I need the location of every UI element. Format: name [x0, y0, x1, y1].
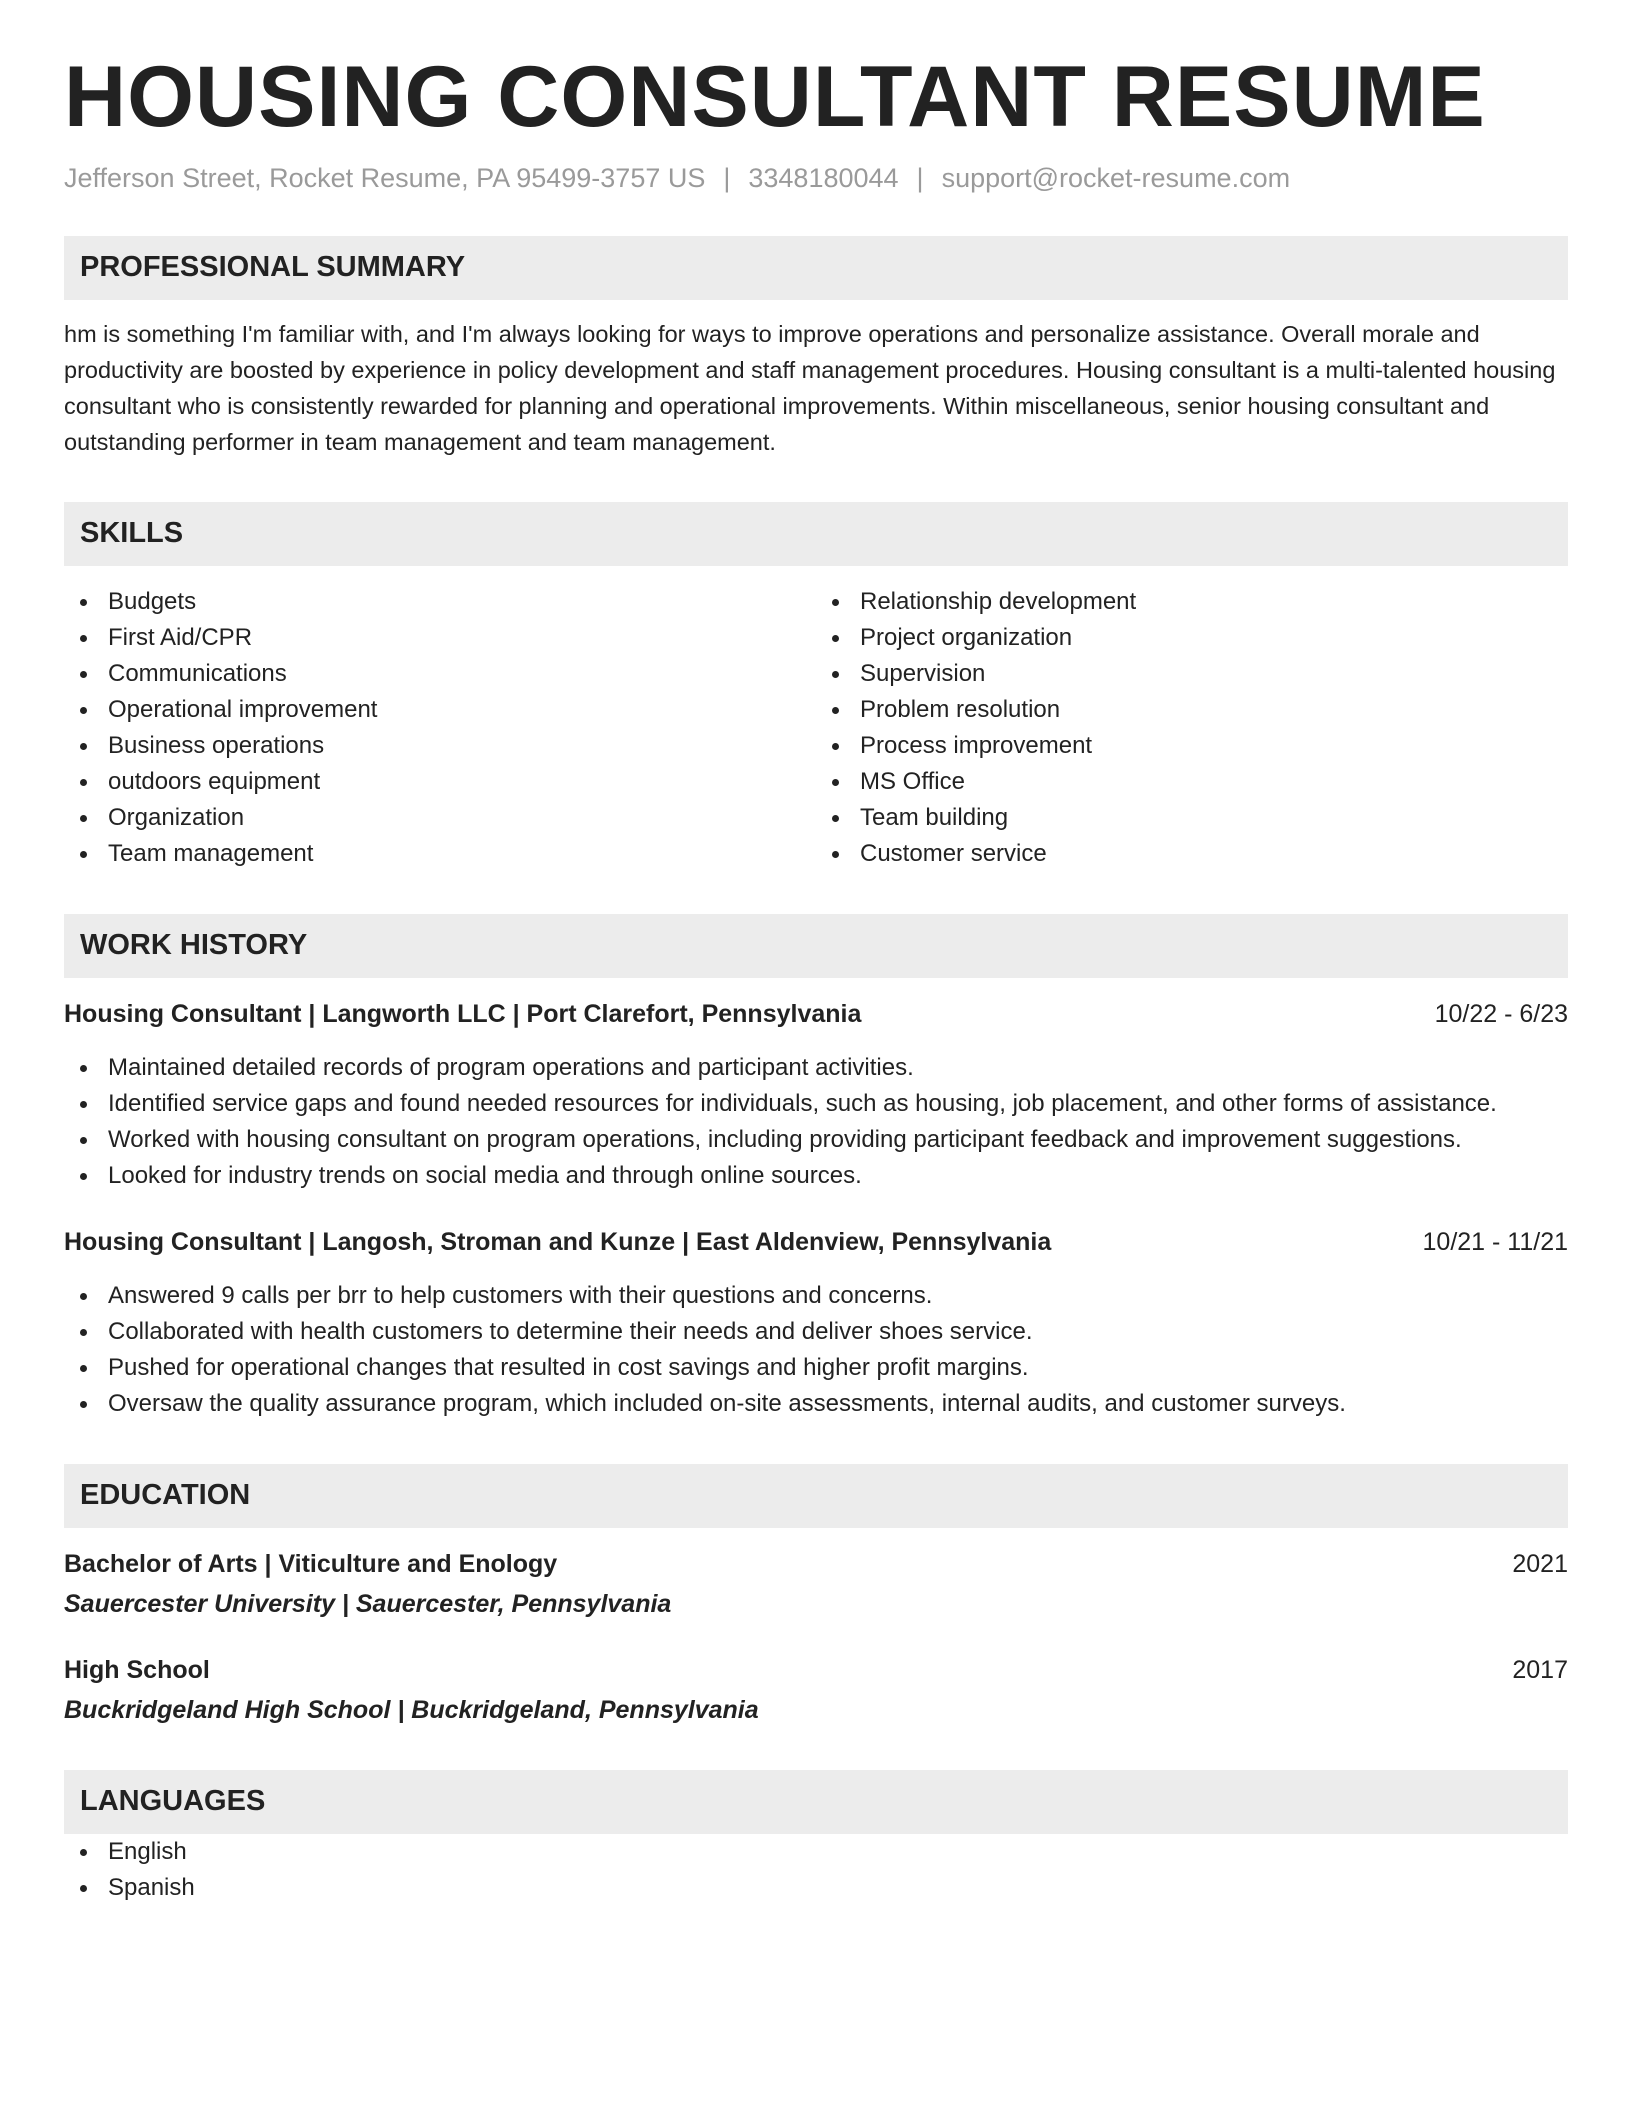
skill-item: Customer service — [816, 836, 1568, 872]
job-bullet: Pushed for operational changes that resulted in cost savings and higher profit margins. — [64, 1350, 1568, 1386]
skills-list — [64, 584, 1568, 872]
education-entry — [64, 1546, 1568, 1622]
education-heading: EDUCATION — [64, 1464, 1568, 1528]
job-bullets — [64, 1278, 1568, 1422]
skill-item: Relationship development — [816, 584, 1568, 620]
skill-item: Team management — [64, 836, 816, 872]
resume-title: HOUSING CONSULTANT RESUME — [64, 49, 1486, 145]
skill-item: Organization — [64, 800, 816, 836]
job-bullets — [64, 1050, 1568, 1194]
skill-item: First Aid/CPR — [64, 620, 816, 656]
summary-heading: PROFESSIONAL SUMMARY — [64, 236, 1568, 300]
language-item: English — [64, 1834, 1568, 1870]
education-entry — [64, 1652, 1568, 1728]
skill-item: MS Office — [816, 764, 1568, 800]
job-bullet: Answered 9 calls per brr to help customers with their questions and concerns. — [64, 1278, 1568, 1314]
education-school: Buckridgeland High School | Buckridgeland, Pennsylvania — [64, 1695, 759, 1724]
contact-phone: 3348180044 — [748, 162, 899, 193]
work-heading: WORK HISTORY — [64, 914, 1568, 978]
education-degree: High School — [64, 1655, 210, 1684]
education-degree: Bachelor of Arts | Viticulture and Enology — [64, 1549, 558, 1578]
job-entry — [64, 1224, 1568, 1422]
job-title: Housing Consultant | Langosh, Stroman and Kunze | East Aldenview, Pennsylvania — [64, 1227, 1052, 1256]
job-header — [64, 1224, 1568, 1260]
job-bullet: Maintained detailed records of program operations and participant activities. — [64, 1050, 1568, 1086]
skill-item: Problem resolution — [816, 692, 1568, 728]
languages-list — [64, 1834, 1568, 1906]
job-entry — [64, 996, 1568, 1194]
contact-line — [64, 163, 1568, 194]
contact-address: Jefferson Street, Rocket Resume, PA 95499-3757 US — [64, 162, 706, 193]
skill-item: outdoors equipment — [64, 764, 816, 800]
job-dates: 10/22 - 6/23 — [1434, 999, 1568, 1028]
skills-heading: SKILLS — [64, 502, 1568, 566]
contact-email: support@rocket-resume.com — [941, 162, 1291, 193]
education-school: Sauercester University | Sauercester, Pennsylvania — [64, 1589, 672, 1618]
skill-item: Team building — [816, 800, 1568, 836]
education-year: 2017 — [1512, 1655, 1568, 1684]
skills-column-left — [64, 584, 816, 872]
contact-separator: | — [916, 162, 924, 193]
skill-item: Supervision — [816, 656, 1568, 692]
job-bullet: Looked for industry trends on social media and through online sources. — [64, 1158, 1568, 1194]
skill-item: Process improvement — [816, 728, 1568, 764]
skill-item: Business operations — [64, 728, 816, 764]
skill-item: Communications — [64, 656, 816, 692]
job-bullet: Identified service gaps and found needed resources for individuals, such as housing, job placement, and other forms of assistance. — [64, 1086, 1568, 1122]
job-dates: 10/21 - 11/21 — [1422, 1227, 1568, 1256]
education-year: 2021 — [1512, 1549, 1568, 1578]
skill-item: Budgets — [64, 584, 816, 620]
job-header — [64, 996, 1568, 1032]
language-item: Spanish — [64, 1870, 1568, 1906]
job-bullet: Worked with housing consultant on program operations, including providing participant feedback and improvement suggestions. — [64, 1122, 1568, 1158]
skills-column-right — [816, 584, 1568, 872]
skill-item: Operational improvement — [64, 692, 816, 728]
education-header — [64, 1652, 1568, 1688]
skill-item: Project organization — [816, 620, 1568, 656]
job-bullet: Collaborated with health customers to determine their needs and deliver shoes service. — [64, 1314, 1568, 1350]
languages-heading: LANGUAGES — [64, 1770, 1568, 1834]
contact-separator: | — [723, 162, 731, 193]
job-bullet: Oversaw the quality assurance program, which included on-site assessments, internal audits, and customer surveys. — [64, 1386, 1568, 1422]
job-title: Housing Consultant | Langworth LLC | Port Clarefort, Pennsylvania — [64, 999, 862, 1028]
summary-text: hm is something I'm familiar with, and I'm always looking for ways to improve operations and personalize assistance. Overall morale and productivity are boosted by experience in policy development and staff management procedures. Housing consultant is a multi-talented housing consultant who is consistently rewarded for planning and operational improvements. Within miscellaneous, senior housing consultant and outstanding performer in team management and team management. — [64, 320, 1556, 455]
education-header — [64, 1546, 1568, 1582]
